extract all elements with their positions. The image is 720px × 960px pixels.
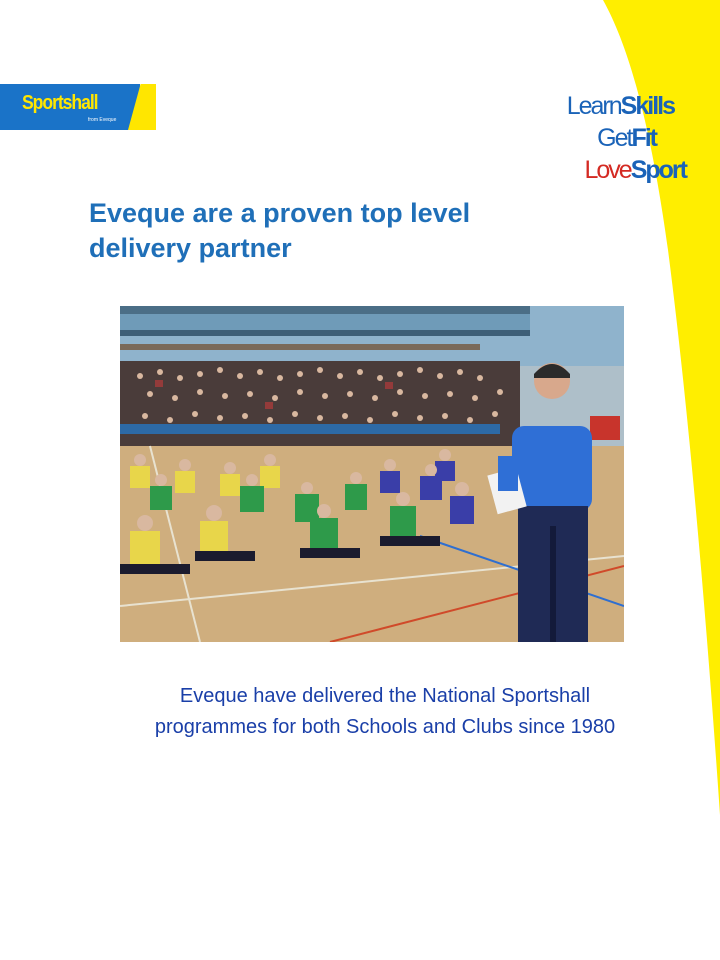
tagline — [567, 90, 686, 186]
tagline-line-love-sport — [567, 154, 686, 186]
sports-hall-photo — [120, 306, 624, 642]
sportshall-logo — [0, 84, 156, 130]
tagline-line-get-fit — [567, 122, 656, 154]
tagline-word-love: Love — [584, 156, 631, 184]
logo-wordmark: Sportshall — [22, 92, 98, 114]
tagline-line-learn-skills — [567, 90, 674, 122]
tagline-word-learn: Learn — [566, 92, 621, 120]
tagline-word-skills: Skills — [620, 92, 674, 120]
caption-text: Eveque have delivered the National Sportshall programmes for both Schools and Clubs since 1980 — [154, 685, 616, 738]
page-title: Eveque are a proven top level delivery partner — [89, 198, 471, 263]
tagline-word-fit: Fit — [631, 124, 656, 152]
logo-subtitle: from Eveque — [88, 117, 117, 123]
tagline-word-get: Get — [597, 124, 632, 152]
tagline-word-sport: Sport — [630, 156, 686, 184]
